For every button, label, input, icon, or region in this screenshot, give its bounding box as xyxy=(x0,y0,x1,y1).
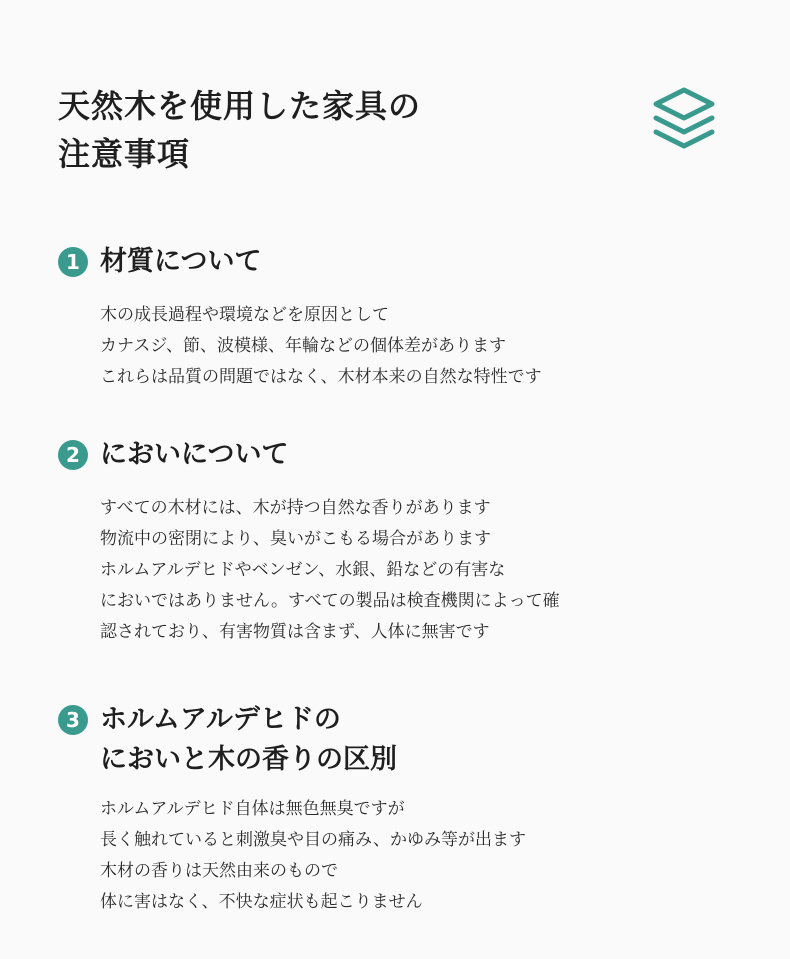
section-body xyxy=(100,493,560,648)
body-line: 物流中の密閉により、臭いがこもる場合があります xyxy=(100,529,491,549)
section-title-line: ホルムアルデヒドの xyxy=(100,704,341,735)
section-body xyxy=(100,300,542,393)
section-number-badge: 1 xyxy=(58,247,88,277)
section-title xyxy=(100,700,397,780)
body-line: ホルムアルデヒド自体は無色無臭ですが xyxy=(100,799,405,819)
body-line: 木の成長過程や環境などを原因として xyxy=(100,305,389,325)
body-line: カナスジ、節、波模様、年輪などの個体差があります xyxy=(100,336,506,356)
page-title-line-1: 天然木を使用した家具の xyxy=(58,87,422,125)
section-title xyxy=(100,435,288,475)
section-header xyxy=(58,702,526,780)
section-number-badge: 2 xyxy=(58,440,88,470)
body-line: 体に害はなく、不快な症状も起こりません xyxy=(100,892,423,912)
section-title-line: においと木の香りの区別 xyxy=(100,744,397,775)
section-header xyxy=(58,437,560,475)
section-title-line: 材質について xyxy=(100,246,262,277)
section-title-line: においについて xyxy=(100,439,289,470)
section-formaldehyde xyxy=(58,702,526,918)
section-material xyxy=(58,244,542,393)
body-line: 長く触れていると刺激臭や目の痛み、かゆみ等が出ます xyxy=(100,830,527,850)
body-line: 認されており、有害物質は含まず、人体に無害です xyxy=(100,622,490,642)
stacked-layers-icon xyxy=(648,84,720,156)
section-number-badge: 3 xyxy=(58,705,88,735)
section-title xyxy=(100,242,261,282)
body-line: ホルムアルデヒドやベンゼン、水銀、鉛などの有害な xyxy=(100,560,506,580)
section-body xyxy=(100,794,526,918)
page-title-line-2: 注意事項 xyxy=(58,135,191,173)
section-header xyxy=(58,244,542,282)
body-line: においではありません。すべての製品は検査機関によって確 xyxy=(100,591,560,611)
body-line: 木材の香りは天然由来のもので xyxy=(100,861,338,881)
body-line: すべての木材には、木が持つ自然な香りがあります xyxy=(100,498,491,518)
page-title xyxy=(58,82,421,178)
section-odor xyxy=(58,437,560,648)
body-line: これらは品質の問題ではなく、木材本来の自然な特性です xyxy=(100,367,542,387)
